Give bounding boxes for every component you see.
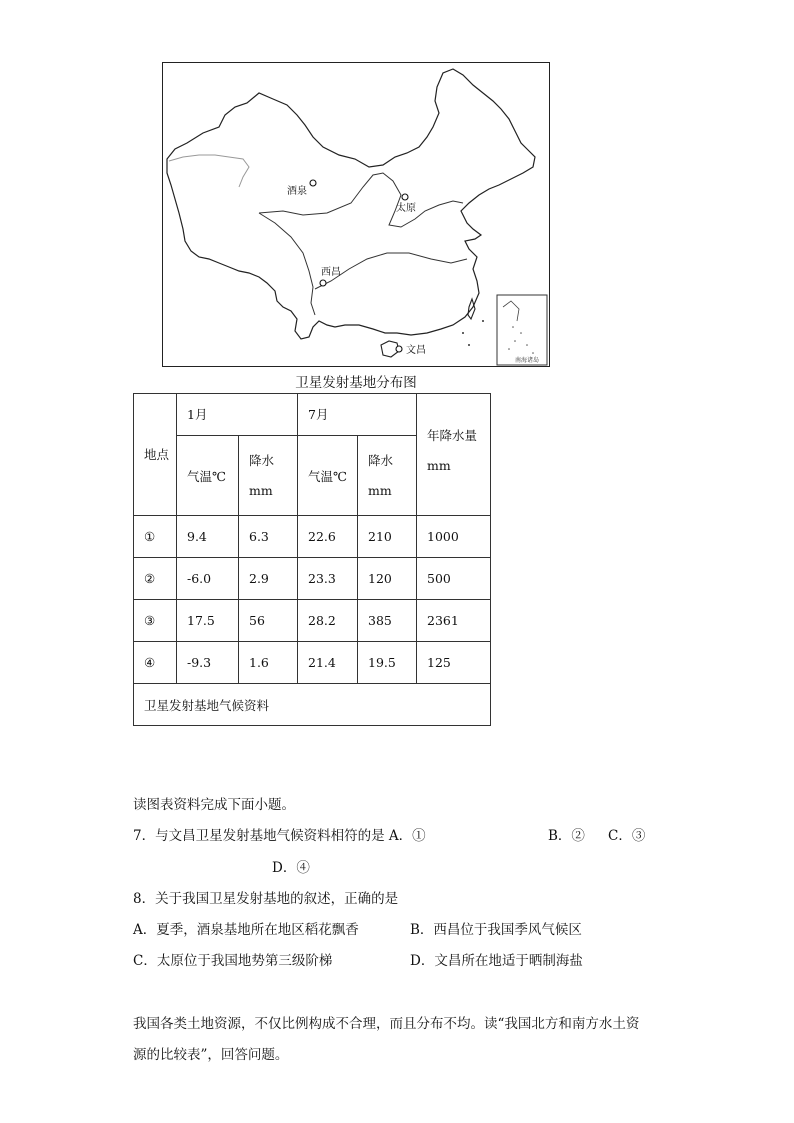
q7-option-b: B．②	[548, 828, 585, 844]
jul-precip-cell: 19.5	[358, 642, 417, 684]
annual-cell: 2361	[417, 600, 491, 642]
china-map-svg	[163, 63, 550, 367]
china-outline	[167, 69, 535, 339]
q8-option-a: A．夏季，酒泉基地所在地区稻花飘香	[133, 922, 359, 938]
china-map	[162, 62, 550, 367]
jan-precip-cell: 56	[239, 600, 298, 642]
jan-precip-cell: 6.3	[239, 516, 298, 558]
annual-cell: 500	[417, 558, 491, 600]
taiyuan-marker	[402, 194, 408, 200]
coast-dot	[468, 344, 470, 346]
jan-temp-cell: -9.3	[177, 642, 239, 684]
q7-option-c: C．③	[608, 828, 646, 844]
passage-line-2: 源的比较表”，回答问题。	[133, 1047, 289, 1063]
inset-label: 南海诸岛	[515, 357, 540, 364]
jan-temp-cell: 17.5	[177, 600, 239, 642]
taiyuan-label: 太原	[396, 203, 416, 214]
terrain-line-north	[259, 173, 463, 227]
northwest-river	[169, 155, 249, 187]
xichang-marker	[320, 280, 326, 286]
jul-temp-cell: 21.4	[298, 642, 358, 684]
q7-stem: 7．与文昌卫星发射基地气候资料相符的是 A．①	[133, 828, 426, 844]
jul-precip-cell: 210	[358, 516, 417, 558]
jan-precip-unit: mm	[249, 482, 273, 498]
jan-precip-cell: 2.9	[239, 558, 298, 600]
climate-table	[133, 393, 491, 726]
jul-temp-header: 气温℃	[298, 436, 358, 516]
jan-temp-header: 气温℃	[177, 436, 239, 516]
header-place-text: 地点	[144, 446, 170, 462]
place-cell: ②	[134, 558, 177, 600]
annual-cell: 125	[417, 642, 491, 684]
header-annual-unit: mm	[427, 458, 451, 473]
header-place	[134, 394, 177, 516]
place-cell: ③	[134, 600, 177, 642]
coast-dot	[482, 320, 484, 322]
table-row	[134, 516, 491, 558]
jiuquan-marker	[310, 180, 316, 186]
table-row	[134, 600, 491, 642]
jan-precip-header	[239, 436, 298, 516]
q8-option-d: D．文昌所在地适于晒制海盐	[410, 953, 583, 969]
q8-stem: 8．关于我国卫星发射基地的叙述，正确的是	[133, 891, 399, 907]
jul-precip-unit: mm	[368, 482, 392, 498]
q8-option-b: B．西昌位于我国季风气候区	[410, 922, 582, 938]
place-cell: ①	[134, 516, 177, 558]
jul-precip-cell: 120	[358, 558, 417, 600]
wenchang-label: 文昌	[406, 345, 426, 356]
jan-temp-cell: -6.0	[177, 558, 239, 600]
jan-precip-label: 降水	[249, 452, 275, 468]
jul-precip-label: 降水	[368, 452, 394, 468]
map-caption: 卫星发射基地分布图	[295, 375, 417, 391]
annual-cell: 1000	[417, 516, 491, 558]
xichang-label: 西昌	[321, 267, 341, 278]
jul-temp-cell: 23.3	[298, 558, 358, 600]
passage-line-1: 我国各类土地资源，不仅比例构成不合理，而且分布不均。读“我国北方和南方水土资	[133, 1016, 640, 1032]
header-annual	[417, 394, 491, 516]
q8-option-c: C．太原位于我国地势第三级阶梯	[133, 953, 333, 969]
jiuquan-label: 酒泉	[287, 186, 307, 197]
table-row	[134, 558, 491, 600]
jan-temp-cell: 9.4	[177, 516, 239, 558]
coast-dot	[462, 332, 464, 334]
jul-precip-header	[358, 436, 417, 516]
jul-temp-cell: 22.6	[298, 516, 358, 558]
q7-option-d: D．④	[272, 860, 310, 876]
header-jan: 1月	[177, 394, 298, 436]
table-footer: 卫星发射基地气候资料	[134, 684, 491, 726]
instructions: 读图表资料完成下面小题。	[133, 797, 295, 813]
header-jul: 7月	[298, 394, 417, 436]
table-row	[134, 642, 491, 684]
place-cell: ④	[134, 642, 177, 684]
jul-temp-cell: 28.2	[298, 600, 358, 642]
jul-precip-cell: 385	[358, 600, 417, 642]
header-annual-label: 年降水量	[427, 428, 478, 443]
wenchang-marker	[396, 346, 402, 352]
terrain-line-west	[259, 213, 315, 315]
jan-precip-cell: 1.6	[239, 642, 298, 684]
